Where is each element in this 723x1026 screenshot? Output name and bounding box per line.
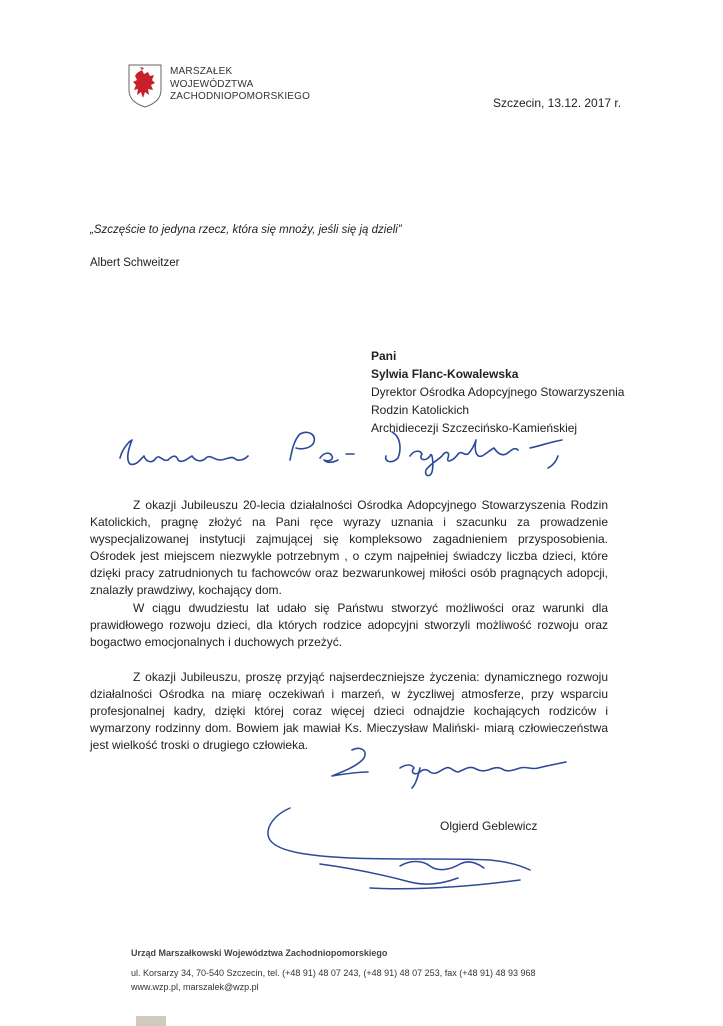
addressee-salutation: Pani xyxy=(371,349,397,363)
addressee-line: Archidiecezji Szczecińsko-Kamieńskiej xyxy=(371,421,578,435)
signer-name: Olgierd Geblewicz xyxy=(440,819,538,833)
letter-date: Szczecin, 13.12. 2017 r. xyxy=(493,96,622,110)
addressee-line: Dyrektor Ośrodka Adopcyjnego Stowarzyszenia xyxy=(371,385,625,399)
org-line-1: MARSZAŁEK xyxy=(170,66,233,77)
body-paragraph: Z okazji Jubileuszu, proszę przyjąć najserdeczniejsze życzenia: dynamicznego rozwoju działalności Ośrodka na miarę oczekiwań i marzeń, w życzliwej atmosferze, przy wsparciu profesjonalnej kadry, dzięki której coraz więcej dzieci odnajdzie kochających rodziców i wymarzony rodzinny dom. Bowiem jak mawiał Ks. Mieczysław Maliński- miarą człowieczeństwa jest wielkość troski o drugiego człowieka. xyxy=(90,670,608,752)
org-line-3: ZACHODNIOPOMORSKIEGO xyxy=(170,91,311,102)
org-line-2: WOJEWÓDZTWA xyxy=(170,78,254,90)
coat-of-arms-logo xyxy=(128,64,162,108)
addressee-line: Rodzin Katolickich xyxy=(371,403,470,417)
footer-web: www.wzp.pl, marszalek@wzp.pl xyxy=(131,982,259,992)
handwritten-signature xyxy=(260,800,550,895)
handwritten-closing xyxy=(320,742,600,792)
body-paragraph: W ciągu dwudziestu lat udało się Państwu stworzyć możliwości oraz warunki dla prawidłowego rozwoju dzieci, dla których rodzice adopcyjni stworzyli możliwość rozwoju oraz bogactwo emocjonalnych i duchowych przeżyć. xyxy=(90,601,608,649)
letter-footer xyxy=(131,946,536,994)
footer-office-name: Urząd Marszałkowski Województwa Zachodniopomorskiego xyxy=(131,948,388,958)
corner-marker xyxy=(136,1016,166,1026)
epigraph-quote: „Szczęście to jedyna rzecz, która się mnoży, jeśli się ją dzieli” xyxy=(90,224,402,236)
epigraph-author: Albert Schweitzer xyxy=(90,257,180,269)
body-paragraph: Z okazji Jubileuszu 20-lecia działalności Ośrodka Adopcyjnego Stowarzyszenia Rodzin Katolickich, pragnę złożyć na Pani ręce wyrazy uznania i szacunku za prowadzenie wyspecjalizowanej instytucji zajmującej się kompleksowo zagadnieniem przysposobienia. Ośrodek jest miejscem niezwykle potrzebnym , o czym najpełniej świadczy liczba dzieci, które dzięki pracy zatrudnionych tu fachowców oraz bezwarunkowej miłości osób pragnących adopcji, znalazły prawdziwy, kochający dom. xyxy=(90,498,608,597)
addressee-name: Sylwia Flanc-Kowalewska xyxy=(371,367,519,381)
organization-name xyxy=(170,66,310,104)
handwritten-salutation xyxy=(110,420,580,482)
footer-address: ul. Korsarzy 34, 70-540 Szczecin, tel. (+48 91) 48 07 243, (+48 91) 48 07 253, fax (+48 91) 48 93 968 xyxy=(131,968,536,978)
